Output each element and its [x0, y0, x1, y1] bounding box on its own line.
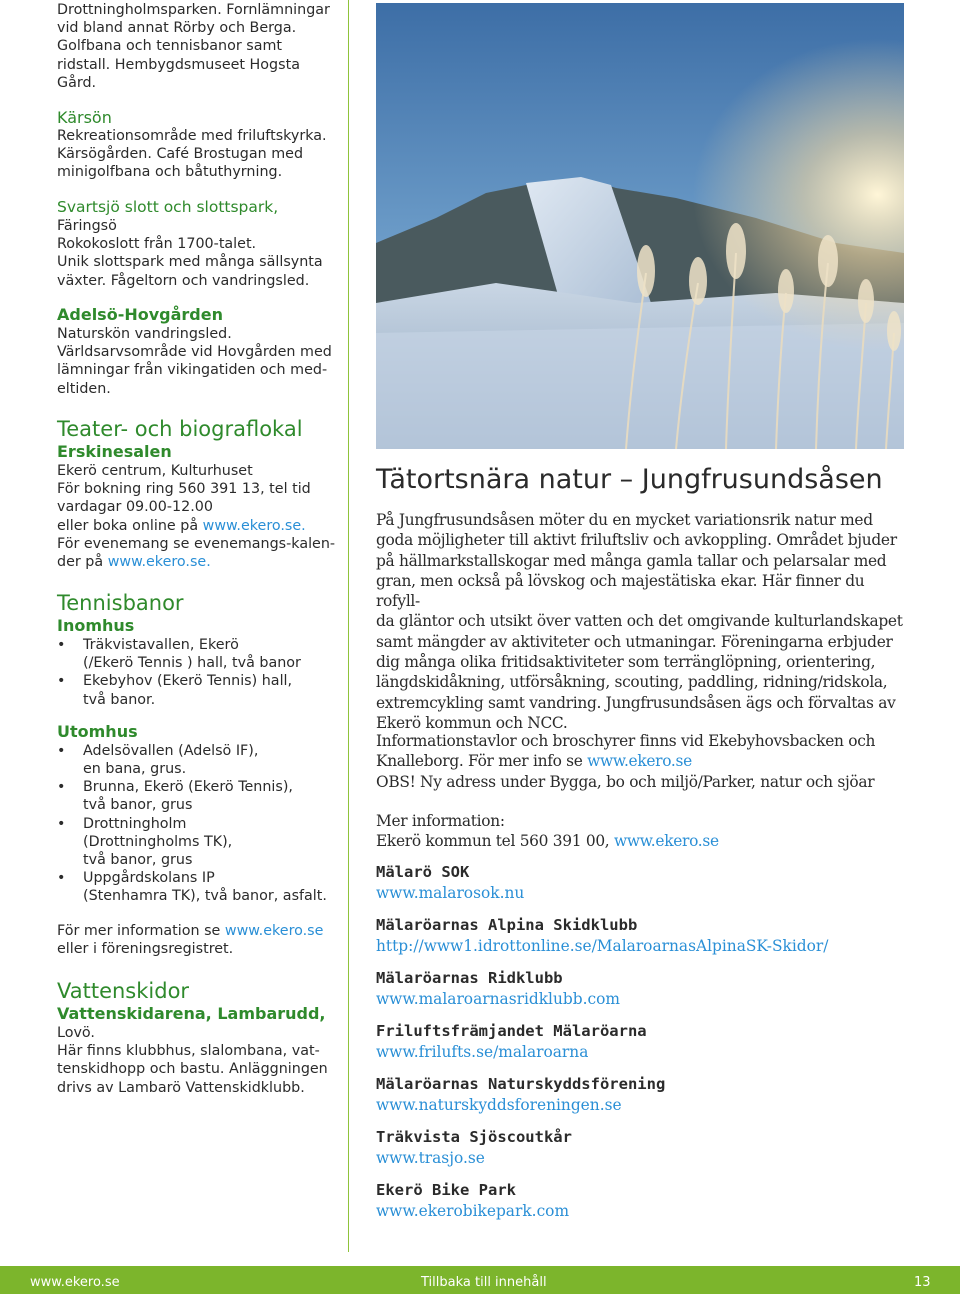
winter-landscape-photo [376, 3, 904, 449]
club-item [376, 1127, 828, 1180]
teater-heading: Teater- och biograflokal [57, 417, 303, 441]
info-line2 [376, 751, 875, 771]
club-item [376, 915, 828, 968]
list-item: • Drottningholm (Drottningholms TK), två banor, grus [57, 815, 327, 870]
club-name: Mälaröarnas Naturskyddsförening [376, 1075, 666, 1093]
paragraph-line: goda möjligheter till aktivt friluftsliv och avkoppling. Området bjuder [376, 531, 897, 550]
paragraph-line: på hällmarkstallskogar med många gamla tallar och pelarsalar med [376, 551, 887, 570]
tennis-more-text: För mer information se [57, 922, 225, 939]
intro-paragraph [376, 510, 906, 733]
club-name: Mälaröarnas Ridklubb [376, 969, 563, 987]
page-number: 13 [914, 1275, 931, 1290]
vattenskidor-subheading: Vattenskidarena, Lambarudd, [57, 1004, 326, 1023]
tennis-more-line2: eller i föreningsregistret. [57, 940, 234, 957]
tennis-more-line [57, 922, 327, 940]
svartsjo-line: Färingsö [57, 218, 117, 234]
svartsjo-line: Unik slottspark med många sällsynta [57, 254, 323, 271]
photo-illustration [376, 3, 904, 449]
list-item: • Brunna, Ekerö (Ekerö Tennis), två banor, grus [57, 778, 327, 814]
club-link[interactable]: www.malarosok.nu [376, 884, 525, 902]
club-link[interactable]: www.ekerobikepark.com [376, 1202, 570, 1220]
club-link[interactable]: www.naturskyddsforeningen.se [376, 1096, 622, 1114]
intro-block [57, 1, 330, 92]
info-line: Informationstavlor och broschyrer finns vid Ekebyhovsbacken och [376, 732, 876, 750]
tennis-block [57, 590, 327, 958]
inomhus-title: Inomhus [57, 616, 135, 635]
club-item [376, 862, 828, 915]
club-item [376, 1021, 828, 1074]
karson-line: Rekreationsområde med friluftskyrka. [57, 128, 327, 144]
paragraph-line: extremcykling samt vandring. Jungfrusundsåsen ägs och förvaltas av [376, 693, 896, 712]
vattenskidor-line: drivs av Lambarö Vattenskidklubb. [57, 1079, 305, 1096]
list-item: • Uppgårdskolans IP (Stenhamra TK), två banor, asfalt. [57, 869, 327, 905]
teater-online-text: eller boka online på [57, 517, 203, 534]
adelso-title: Adelsö-Hovgården [57, 305, 223, 324]
column-divider [348, 0, 349, 1252]
teater-events-line2 [57, 553, 335, 571]
vattenskidor-line: Här finns klubbhus, slalombana, vat- [57, 1043, 320, 1060]
obs-line: OBS! Ny adress under Bygga, bo och miljö/Parker, natur och sjöar [376, 772, 875, 791]
teater-line: vardagar 09.00-12.00 [57, 499, 213, 516]
vattenskidor-heading: Vattenskidor [57, 979, 190, 1003]
paragraph-line: gran, men också på lövskog och majestätiska ekar. Här finner du rofyll- [376, 571, 865, 611]
paragraph-line: På Jungfrusundsåsen möter du en mycket variationsrik natur med [376, 511, 873, 529]
adelso-line: Naturskön vandringsled. [57, 326, 232, 342]
intro-line: vid bland annat Rörby och Berga. [57, 20, 297, 37]
adelso-line: Världsarvsområde vid Hovgården med [57, 344, 332, 361]
utomhus-list [57, 742, 327, 906]
more-label: Mer information: [376, 812, 505, 830]
club-name: Mälaröarnas Alpina Skidklubb [376, 916, 638, 934]
intro-line: Gård. [57, 74, 97, 91]
info-paragraph [376, 731, 875, 792]
teater-block [57, 416, 335, 571]
karson-line: Kärsögården. Café Brostugan med [57, 146, 304, 163]
back-to-contents-link[interactable]: Tillbaka till innehåll [421, 1275, 547, 1290]
vattenskidor-line: Lovö. [57, 1025, 95, 1041]
list-item: • Ekebyhov (Ekerö Tennis) hall, två banor. [57, 672, 327, 708]
club-name: Friluftsfrämjandet Mälaröarna [376, 1022, 647, 1040]
teater-online-link[interactable]: www.ekero.se. [202, 517, 306, 534]
page-title: Tätortsnära natur – Jungfrusundsåsen [376, 464, 883, 495]
more-text: Ekerö kommun tel 560 391 00, [376, 832, 614, 851]
club-link[interactable]: www.trasjo.se [376, 1149, 485, 1167]
tennis-heading: Tennisbanor [57, 591, 184, 615]
adelso-block [57, 305, 332, 398]
utomhus-title: Utomhus [57, 721, 138, 741]
adelso-line: eltiden. [57, 380, 111, 397]
svartsjo-line: Rokokoslott från 1700-talet. [57, 236, 257, 253]
more-line [376, 831, 719, 851]
teater-line: Ekerö centrum, Kulturhuset [57, 463, 253, 479]
svartsjo-title: Svartsjö slott och slottspark, [57, 198, 279, 216]
more-info [376, 811, 719, 852]
club-link[interactable]: http://www1.idrottonline.se/MalaroarnasAlpinaSK-Skidor/ [376, 937, 829, 955]
footer-bar [0, 1266, 960, 1294]
teater-events-text: der på [57, 554, 108, 571]
karson-title: Kärsön [57, 108, 112, 127]
adelso-line: lämningar från vikingatiden och med- [57, 362, 328, 379]
club-name: Ekerö Bike Park [376, 1181, 516, 1199]
intro-line: Drottningholmsparken. Fornlämningar [57, 2, 330, 18]
club-item [376, 1074, 828, 1127]
intro-line: ridstall. Hembygdsmuseet Hogsta [57, 56, 300, 73]
teater-events-line: För evenemang se evenemangs-kalen- [57, 535, 336, 552]
karson-line: minigolfbana och båtuthyrning. [57, 164, 283, 181]
club-item [376, 968, 828, 1021]
list-item: • Adelsövallen (Adelsö IF), en bana, grus. [57, 742, 327, 778]
svartsjo-block [57, 197, 323, 290]
paragraph-line: dig många olika fritidsaktiviteter som terränglöpning, orientering, [376, 653, 876, 672]
club-list [376, 862, 828, 1233]
karson-block [57, 108, 327, 182]
more-link[interactable]: www.ekero.se [614, 832, 719, 851]
list-item: • Träkvistavallen, Ekerö (/Ekerö Tennis ) hall, två banor [57, 636, 327, 672]
club-name: Träkvista Sjöscoutkår [376, 1128, 572, 1146]
paragraph-line: da gläntor och utsikt över vatten och det omgivande kulturlandskapet [376, 612, 903, 631]
inomhus-list [57, 636, 327, 709]
vattenskidor-line: tenskidhopp och bastu. Anläggningen [57, 1061, 328, 1078]
paragraph-line: Ekerö kommun och NCC. [376, 713, 568, 732]
intro-line: Golfbana och tennisbanor samt [57, 38, 283, 55]
paragraph-line: längdskidåkning, utförsåkning, scouting, paddling, ridning/ridskola, [376, 673, 888, 692]
teater-subheading: Erskinesalen [57, 442, 172, 461]
club-item [376, 1180, 828, 1233]
teater-online-line [57, 517, 335, 535]
paragraph-line: samt mängder av aktiviteter och utmaningar. Föreningarna erbjuder [376, 632, 893, 651]
tennis-more-link[interactable]: www.ekero.se [224, 922, 324, 939]
teater-line: För bokning ring 560 391 13, tel tid [57, 481, 311, 498]
footer-site-link[interactable]: www.ekero.se [30, 1275, 120, 1290]
vattenskidor-block [57, 978, 328, 1097]
club-name: Mälarö SOK [376, 863, 470, 881]
svartsjo-line: växter. Fågeltorn och vandringsled. [57, 272, 310, 289]
teater-events-link[interactable]: www.ekero.se. [107, 554, 211, 571]
club-link[interactable]: www.frilufts.se/malaroarna [376, 1043, 589, 1061]
club-link[interactable]: www.malaroarnasridklubb.com [376, 990, 620, 1008]
info-link[interactable]: www.ekero.se [587, 752, 692, 771]
info-text: Knalleborg. För mer info se [376, 752, 588, 771]
